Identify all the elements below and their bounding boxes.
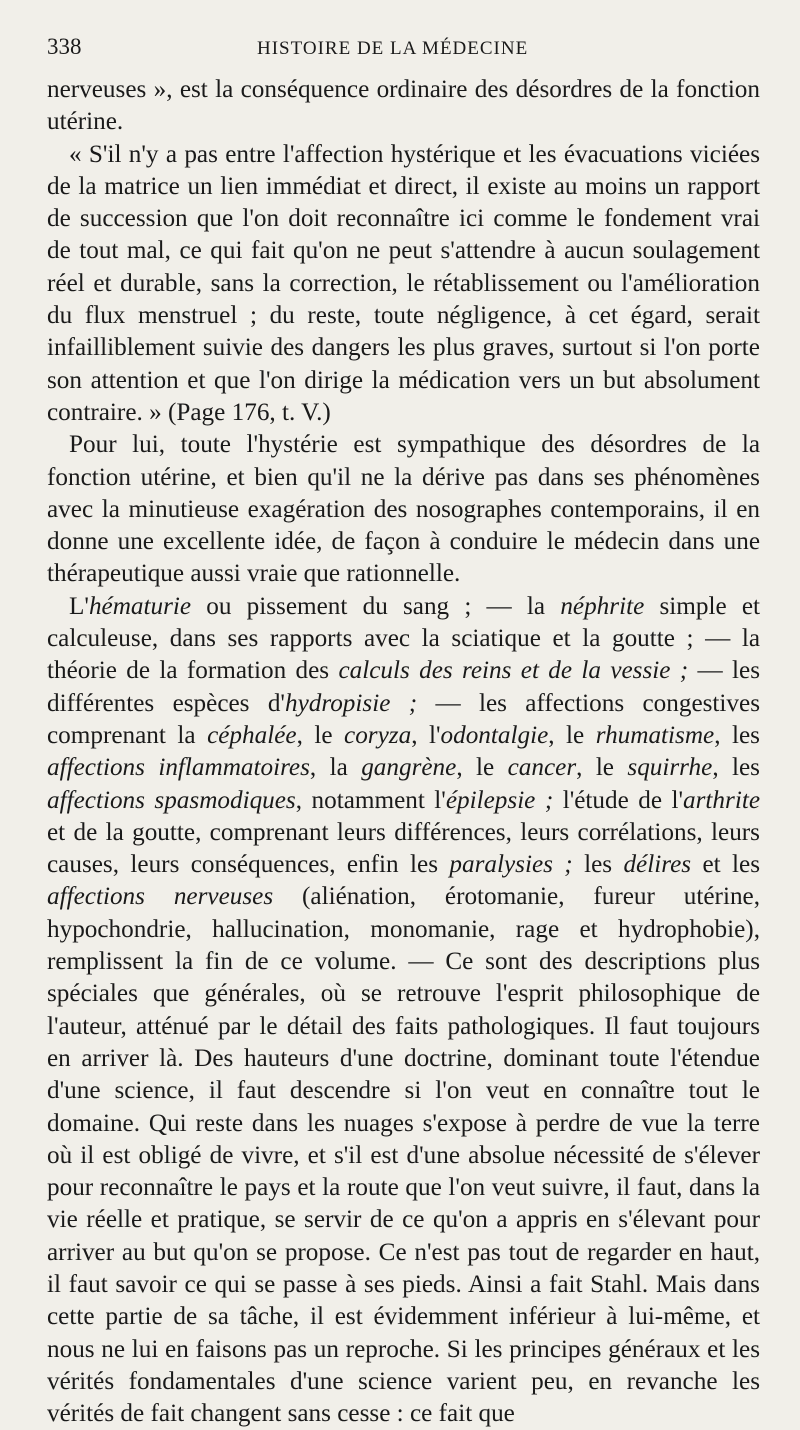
text-run: les — [572, 851, 624, 879]
italic-term: squirrhe — [627, 754, 713, 782]
text-run: , les — [712, 754, 760, 782]
page-number: 338 — [47, 34, 82, 59]
italic-term: coryza — [344, 721, 412, 749]
text-run: L' — [69, 592, 89, 620]
body-text — [47, 74, 760, 1430]
paragraph — [47, 429, 760, 590]
text-run: « S'il n'y a pas entre l'affection hystérique et les évacuations viciées de la matrice un lien immédiat et direct, il existe au moins un rapport de succession que l'on doit reconnaître ici comme le fondement vrai de tout mal, ce qui fait qu'on ne peut s'attendre à aucun soulagement réel et durable, sans la correction, le rétablissement ou l'amélioration du flux menstruel ; du reste, toute négligence, à cet égard, serait infailliblement suivie des dangers les plus graves, surtout si l'on porte son attention et que l'on dirige la médication vers un but absolument contraire. » (Page 176, t. V.) — [47, 140, 760, 426]
italic-term: affections inflammatoires — [47, 754, 310, 782]
italic-term: paralysies ; — [449, 851, 573, 879]
paragraph — [47, 74, 760, 139]
text-run: l'étude de l' — [553, 786, 684, 814]
text-run: , le — [548, 721, 596, 749]
text-run: — les affections congestives comprenant la — [47, 689, 760, 749]
italic-term: calculs des reins et de la vessie ; — [338, 657, 689, 685]
italic-term: épilepsie ; — [445, 786, 554, 814]
text-run: et de la goutte, comprenant leurs différences, leurs corrélations, leurs causes, leurs conséquences, enfin les — [47, 818, 760, 879]
text-run: nerveuses », est la conséquence ordinaire des désordres de la fonction utérine. — [47, 76, 760, 136]
text-run: Pour lui, toute l'hystérie est sympathique des désordres de la fonction utérine, et bien qu'il ne la dérive pas dans ses phénomènes avec la minutieuse exagération des nosographes contemporains, il en donne une excellente idée, de façon à conduire le médecin dans une thérapeutique aussi vraie que rationnelle. — [47, 431, 760, 588]
text-run: (aliénation, érotomanie, fureur utérine, hypochondrie, hallucination, monomanie, rage et hydrophobie), remplissent la fin de ce volume. — Ce sont des descriptions plus spéciales que générales, où se retrouve l'esprit philosophique de l'auteur, atténué par le détail des faits pathologiques. Il faut toujours en arriver là. Des hauteurs d'une doctrine, dominant toute l'étendue d'une science, il faut descendre si l'on veut en connaître tout le domaine. Qui reste dans les nuages s'expose à perdre de vue la terre où il est obligé de vivre, et s'il est d'une absolue nécessité de s'élever pour reconnaître le pays et la route que l'on veut suivre, il faut, dans la vie réelle et pratique, se servir de ce qu'on a appris en s'élevant pour arriver au but qu'on se propose. Ce n'est pas tout de regarder en haut, il faut savoir ce qui se passe à ses pieds. Ainsi a fait Stahl. Mais dans cette partie de sa tâche, il est évidemment inférieur à lui-même, et nous ne lui en faisons pas un reproche. Si les principes généraux et les vérités fondamentales d'une science varient peu, en revanche les vérités de fait changent sans cesse : ce fait que — [47, 883, 761, 1428]
text-run: ou pissement du sang ; — la — [191, 592, 561, 620]
text-run: simple et calculeuse, dans ses rapports avec la sciatique et la goutte ; — la théorie de la formation des — [47, 592, 760, 685]
paragraph — [47, 139, 760, 430]
italic-term: hématurie — [88, 592, 192, 620]
running-title: HISTOIRE DE LA MÉDECINE — [257, 38, 529, 59]
italic-term: délires — [623, 851, 692, 879]
paragraph — [47, 591, 760, 1430]
text-run: , la — [309, 754, 362, 782]
italic-term: odontalgie — [440, 721, 549, 749]
text-run: et les — [691, 851, 760, 879]
text-run: , l' — [411, 721, 441, 749]
running-head — [47, 34, 760, 74]
italic-term: néphrite — [560, 592, 645, 620]
text-run: , le — [576, 754, 628, 782]
italic-term: hydropisie ; — [284, 689, 418, 717]
text-run: — les différentes espèces d' — [47, 657, 760, 717]
italic-term: affections nerveuses — [47, 883, 274, 911]
italic-term: gangrène — [361, 754, 457, 782]
italic-term: affections spasmodiques — [47, 786, 296, 814]
text-run: , notamment l' — [295, 786, 446, 814]
italic-term: céphalée — [207, 721, 297, 749]
italic-term: arthrite — [683, 786, 760, 814]
text-run: , les — [714, 721, 760, 749]
text-run: , le — [456, 754, 508, 782]
italic-term: cancer — [507, 754, 577, 782]
text-run: , le — [296, 721, 345, 749]
italic-term: rhumatisme — [595, 721, 715, 749]
